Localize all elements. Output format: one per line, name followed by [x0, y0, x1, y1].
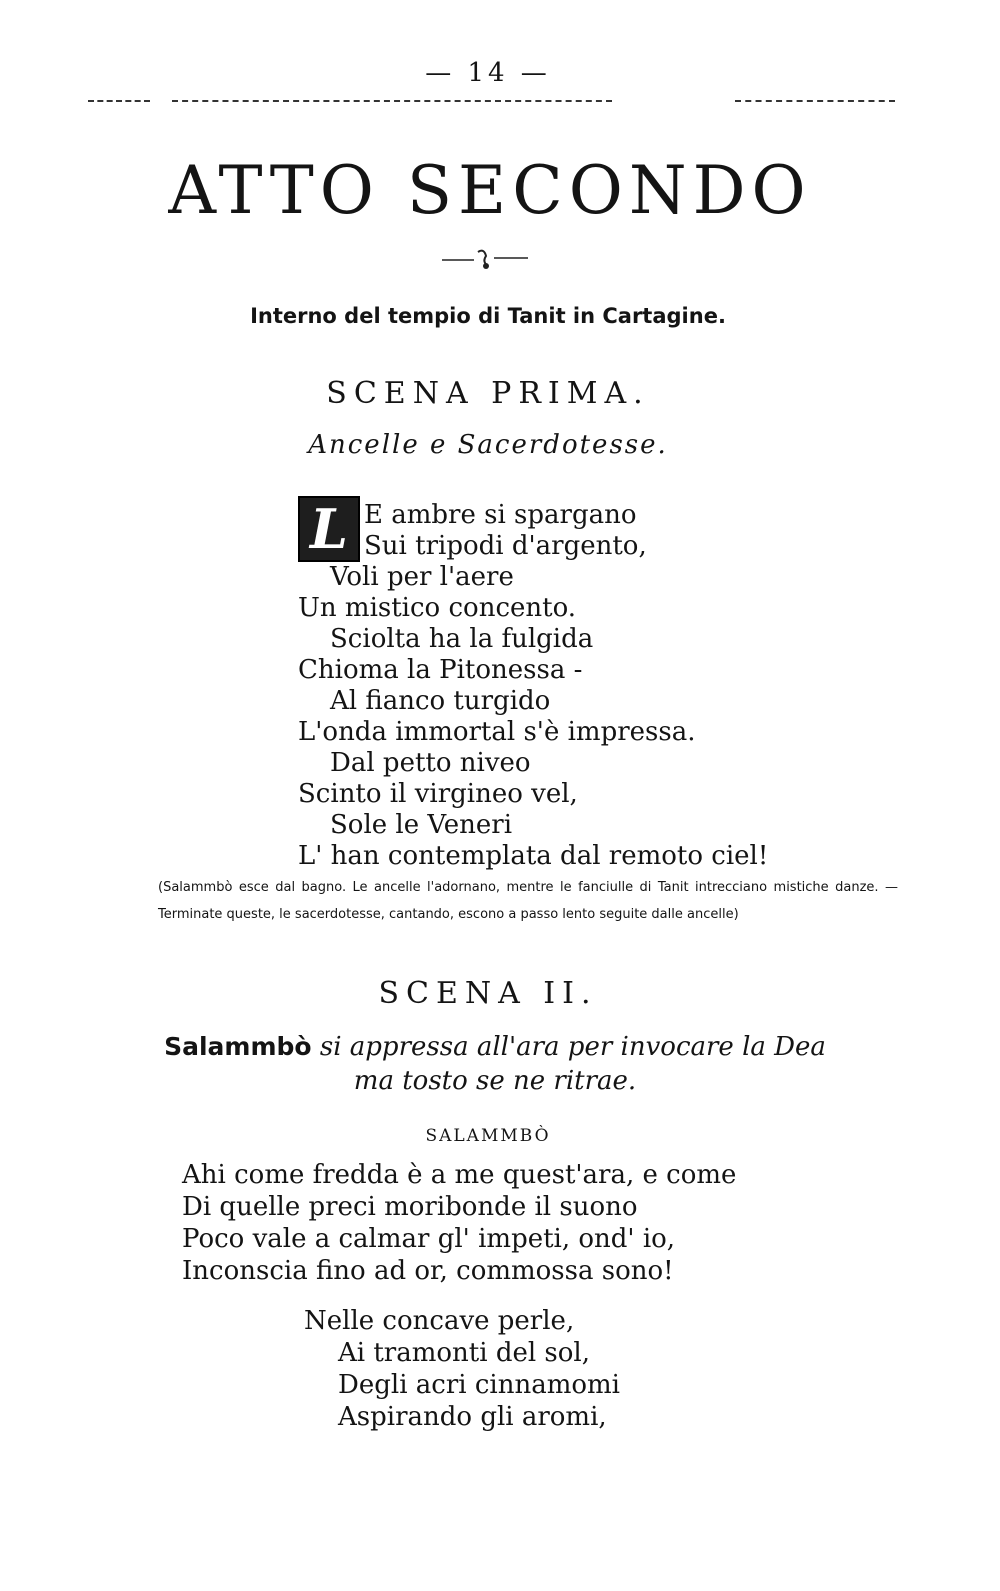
scene-title: SCENA PRIMA. [326, 376, 650, 411]
verse-line: Poco vale a calmar gl' impeti, ond' io, [182, 1224, 676, 1254]
verse-line: Scinto il virgineo vel, [298, 779, 578, 809]
direction-text: si appressa all'ara per invocare la Dea [319, 1032, 826, 1062]
verse-line: Degli acri cinnamomi [338, 1370, 620, 1400]
verse-line: Sui tripodi d'argento, [364, 531, 647, 561]
verse-line: L' han contemplata dal remoto ciel! [298, 841, 769, 871]
divider-rule [735, 100, 895, 102]
drop-cap: L [298, 496, 360, 562]
act-title: ATTO SECONDO [168, 152, 812, 229]
scene-direction [0, 1030, 990, 1098]
verse-line: Al fianco turgido [330, 686, 551, 716]
verse-line: Ai tramonti del sol, [338, 1338, 591, 1368]
verse-line: Nelle concave perle, [304, 1306, 575, 1336]
page-number: — 14 — [425, 58, 551, 88]
scene-title: SCENA II. [378, 976, 598, 1011]
verse-line: E ambre si spargano [364, 500, 637, 530]
verse-line: Ahi come fredda è a me quest'ara, e come [182, 1160, 737, 1190]
verse-line: Voli per l'aere [330, 562, 514, 592]
character-name: Salammbò [164, 1032, 312, 1061]
stage-direction: (Salammbò esce dal bagno. Le ancelle l'adornano, mentre le fanciulle di Tanit intrecciano mistiche danze. — Terminate queste, le sacerdotesse, cantando, escono a passo lento seguite dalle ancelle) [158, 880, 898, 922]
verse-line: L'onda immortal s'è impressa. [298, 717, 696, 747]
verse-line: Dal petto niveo [330, 748, 531, 778]
divider-rule [172, 100, 612, 102]
scene-characters: Ancelle e Sacerdotesse. [308, 430, 668, 460]
setting-description: Interno del tempio di Tanit in Cartagine. [250, 304, 726, 328]
direction-text: ma tosto se ne ritrae. [353, 1066, 637, 1096]
verse-line: Sciolta ha la fulgida [330, 624, 594, 654]
verse-line: Inconscia fino ad or, commossa sono! [182, 1256, 674, 1286]
verse-line: Aspirando gli aromi, [338, 1402, 607, 1432]
speaker-name: SALAMMBÒ [425, 1126, 551, 1146]
ornament-flourish-icon [440, 246, 530, 270]
verse-line: Di quelle preci moribonde il suono [182, 1192, 638, 1222]
verse-line: Chioma la Pitonessa - [298, 655, 583, 685]
divider-rule [88, 100, 150, 102]
verse-line: Un mistico concento. [298, 593, 577, 623]
verse-line: Sole le Veneri [330, 810, 513, 840]
